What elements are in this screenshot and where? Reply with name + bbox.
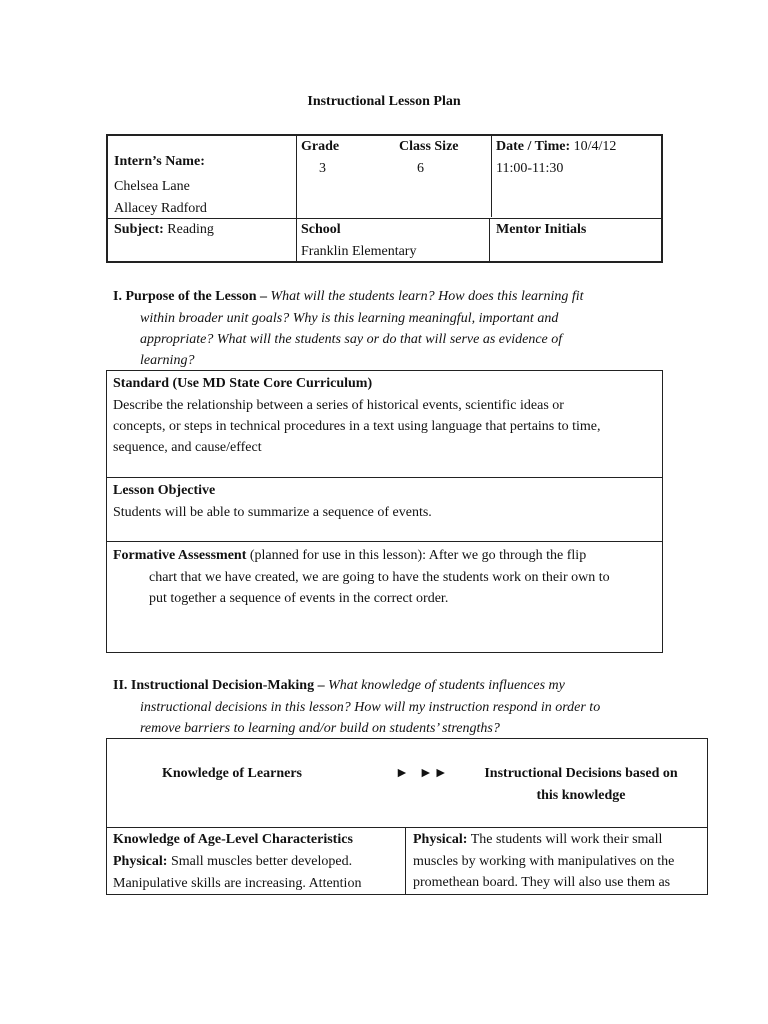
left-physical-label: Physical:	[113, 854, 168, 869]
subject	[114, 222, 214, 238]
standard-text-3: sequence, and cause/effect	[113, 440, 262, 455]
mentor-initials-label: Mentor Initials	[496, 222, 587, 237]
right-physical-text-2: muscles by working with manipulatives on the	[413, 854, 675, 869]
standard-text-2: concepts, or steps in technical procedures in a text using language that pertains to time,	[113, 419, 601, 434]
date-time	[496, 139, 616, 155]
standard-text-1: Describe the relationship between a series of historical events, scientific ideas or	[113, 398, 564, 413]
instructional-decisions-header-1: Instructional Decisions based on	[484, 766, 678, 781]
right-physical-label: Physical:	[413, 832, 468, 847]
knowledge-of-learners-header: Knowledge of Learners	[162, 766, 302, 781]
class-size-label: Class Size	[399, 139, 459, 154]
right-physical-text-3: promethean board. They will also use them as	[413, 875, 671, 890]
section1-question-1: What will the students learn? How does this learning fit	[270, 289, 584, 304]
subject-label: Subject:	[114, 222, 164, 237]
grade-label: Grade	[301, 139, 340, 154]
left-physical-text-2: Manipulative skills are increasing. Attention	[113, 876, 362, 891]
intern-name-2: Allacey Radford	[114, 201, 207, 216]
section2-heading-line	[113, 675, 565, 697]
section2-heading: II. Instructional Decision-Making –	[113, 678, 325, 693]
date-value: 10/4/12	[573, 139, 617, 154]
lesson-header-table	[106, 134, 663, 263]
section1-question-2: within broader unit goals? Why is this learning meaningful, important and	[140, 311, 559, 326]
right-physical-line	[413, 829, 662, 851]
formative-text-2: chart that we have created, we are going to have the students work on their own to	[149, 570, 610, 585]
age-level-title: Knowledge of Age-Level Characteristics	[113, 832, 353, 847]
grade-value: 3	[319, 161, 326, 176]
objective-label: Lesson Objective	[113, 483, 216, 498]
right-physical-text: The students will work their small	[467, 832, 663, 847]
time-value: 11:00-11:30	[496, 161, 564, 176]
section1-question-4: learning?	[140, 353, 195, 368]
intern-name-label: Intern’s Name:	[114, 154, 205, 169]
left-physical-text: Small muscles better developed.	[167, 854, 353, 869]
section2-question-3: remove barriers to learning and/or build on students’ strengths?	[140, 721, 500, 736]
school-value: Franklin Elementary	[301, 244, 417, 259]
arrow-icons: ► ►►	[395, 766, 449, 781]
formative-text-3: put together a sequence of events in the correct order.	[149, 591, 449, 606]
formative-first-line	[113, 545, 586, 567]
school-label: School	[301, 222, 341, 237]
decision-making-table	[106, 738, 708, 895]
section1-heading-line	[113, 286, 584, 308]
section1-question-3: appropriate? What will the students say or do that will serve as evidence of	[140, 332, 563, 347]
section2-question-1: What knowledge of students influences my	[328, 678, 565, 693]
section2-question-2: instructional decisions in this lesson? How will my instruction respond in order to	[140, 700, 601, 715]
objective-text: Students will be able to summarize a sequence of events.	[113, 505, 432, 520]
section1-heading: I. Purpose of the Lesson –	[113, 289, 268, 304]
formative-text-1: (planned for use in this lesson): After we go through the flip	[246, 548, 587, 563]
subject-value: Reading	[167, 222, 214, 237]
standard-label: Standard (Use MD State Core Curriculum)	[113, 376, 373, 391]
intern-name-1: Chelsea Lane	[114, 179, 190, 194]
purpose-table	[106, 370, 663, 653]
instructional-decisions-header-2: this knowledge	[536, 788, 626, 803]
left-physical-line	[113, 851, 352, 873]
formative-label: Formative Assessment	[113, 548, 247, 563]
date-label: Date / Time:	[496, 139, 571, 154]
class-size-value: 6	[417, 161, 424, 176]
document-title: Instructional Lesson Plan	[307, 94, 461, 109]
